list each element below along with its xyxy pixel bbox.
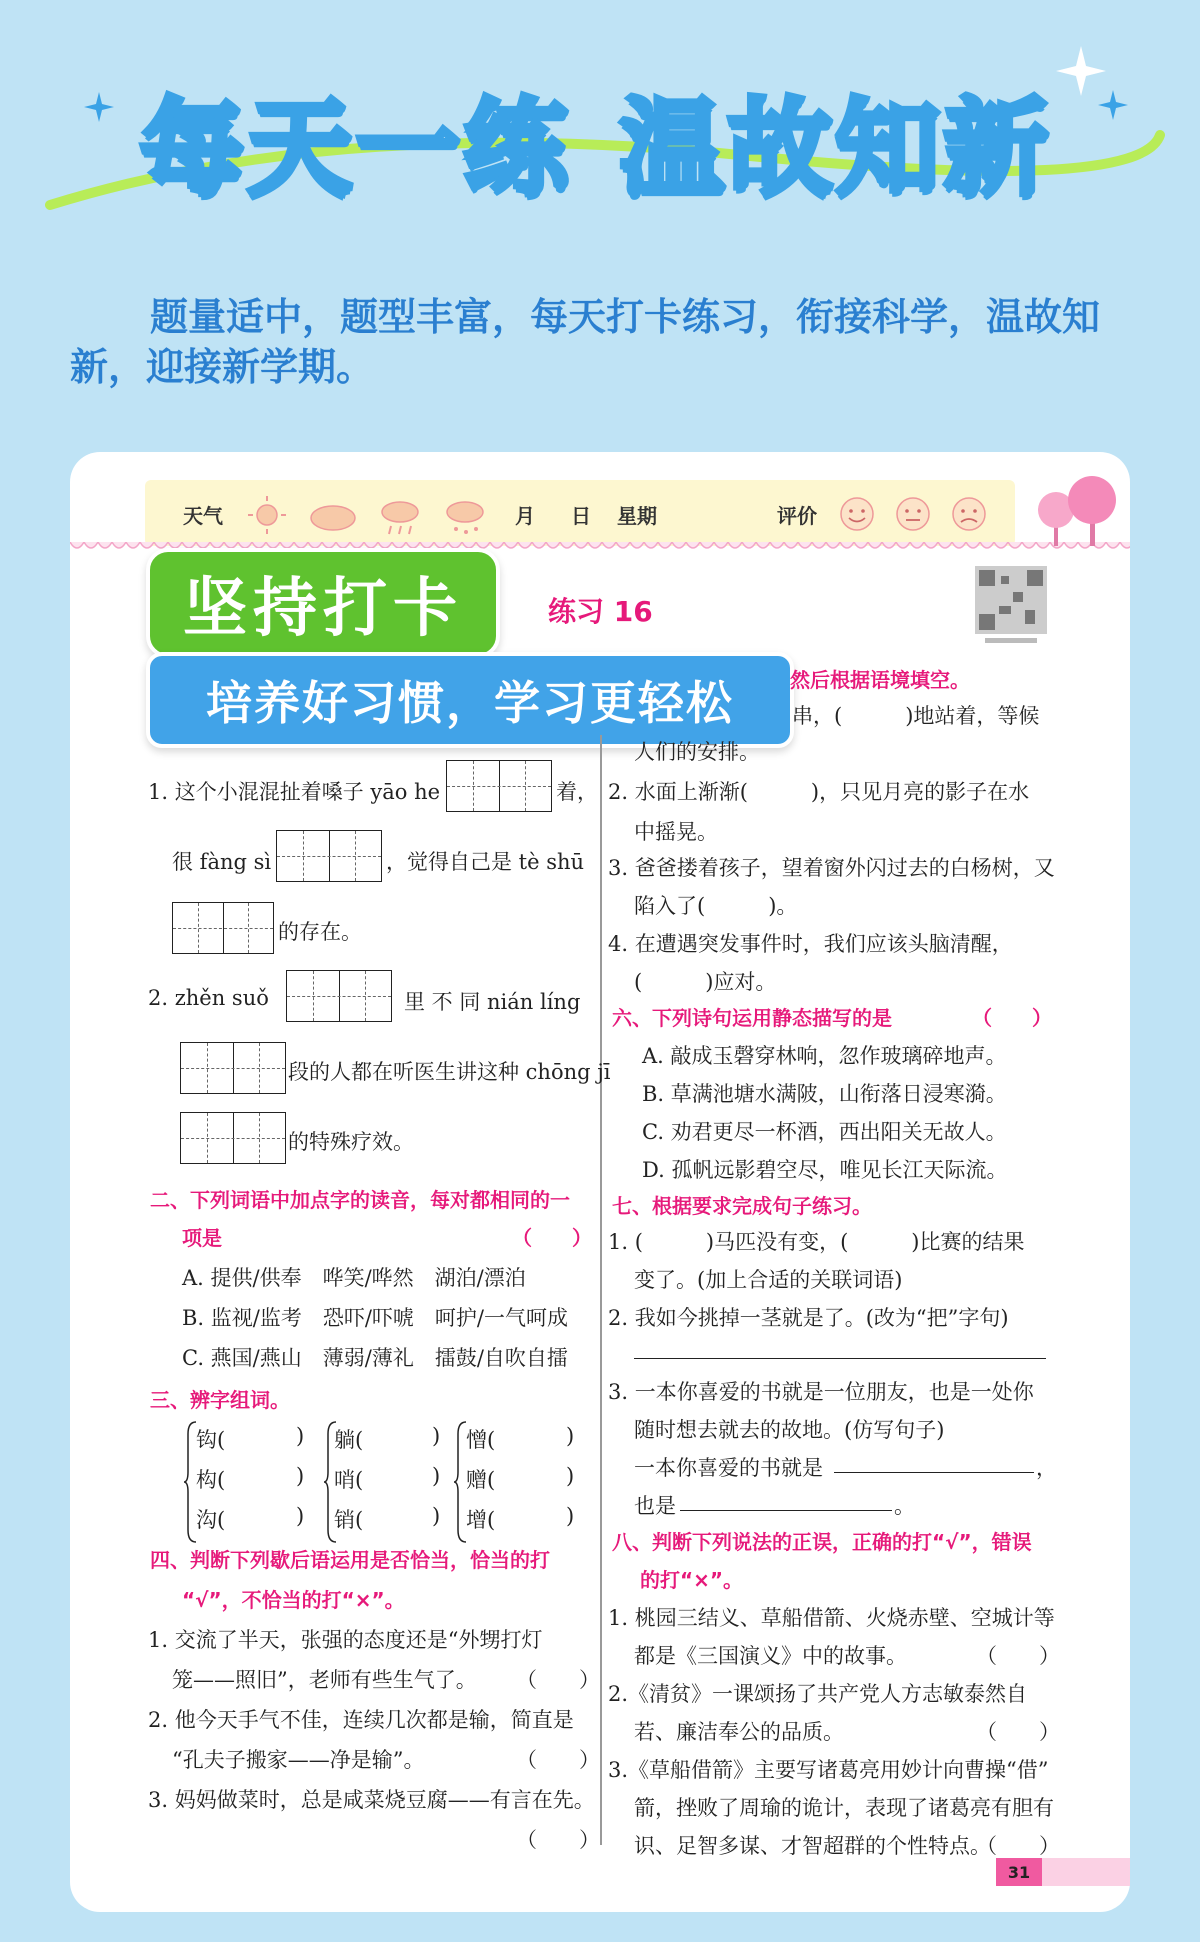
char-item: 赠( xyxy=(466,1468,496,1492)
practice-title: 练习 16 xyxy=(548,595,653,628)
right-q4-line2: ( )应对。 xyxy=(634,970,777,994)
section-8-q3-line3: 识、足智多谋、才智超群的个性特点。 xyxy=(634,1834,991,1858)
comma: ， xyxy=(1036,1456,1057,1480)
char-close: ) xyxy=(296,1424,305,1448)
section-2-answer-paren: （ ） xyxy=(512,1226,592,1250)
column-divider xyxy=(600,735,602,1845)
right-q2-line1: 2. 水面上渐渐( )，只见月亮的影子在水 xyxy=(608,780,1030,804)
rain-icon xyxy=(382,502,418,534)
rating-faces xyxy=(837,494,1007,534)
qr-code-icon xyxy=(975,566,1047,648)
char-item: 哨( xyxy=(334,1468,364,1492)
char-item: 构( xyxy=(196,1468,226,1492)
section-4-heading: 四、判断下列歇后语运用是否恰当，恰当的打 xyxy=(150,1548,550,1572)
page-headline xyxy=(140,87,1053,209)
section-7-q1-line1: 1. ( )马匹没有变，( )比赛的结果 xyxy=(608,1230,1025,1254)
left-q2-line2-suffix: 段的人都在听医生讲这种 chōng jī xyxy=(288,1060,611,1084)
answer-paren[interactable]: （ ） xyxy=(516,1748,600,1772)
headline-part2: 温故知新 xyxy=(620,87,1053,209)
day-label: 日 xyxy=(571,504,591,528)
snow-icon xyxy=(447,502,483,534)
section-4-heading-line2: “√”，不恰当的打“×”。 xyxy=(182,1588,405,1612)
tree-icon xyxy=(1032,472,1122,552)
sparkle-icon xyxy=(84,92,114,122)
section-4-q1: 1. 交流了半天，张强的态度还是“外甥打灯 xyxy=(148,1628,543,1652)
char-item: 憎( xyxy=(466,1428,496,1452)
pinyin-writing-box[interactable] xyxy=(286,970,392,1022)
cloud-icon xyxy=(311,506,355,530)
answer-paren[interactable]: （ ） xyxy=(976,1834,1060,1858)
section-2-option-a: A. 提供/供奉 哗笑/哗然 湖泊/漂泊 xyxy=(182,1266,526,1290)
char-item: 沟( xyxy=(196,1508,226,1532)
section-6-option-a: A. 敲成玉磬穿林响，忽作玻璃碎地声。 xyxy=(642,1044,1007,1068)
section-8-q3-line2: 箭，挫败了周瑜的诡计，表现了诸葛亮有胆有 xyxy=(634,1796,1054,1820)
sun-icon xyxy=(248,496,286,534)
section-7-q3-line4: 也是 xyxy=(634,1494,676,1518)
sad-face-icon xyxy=(953,498,985,530)
section-2-option-b: B. 监视/监考 恐吓/吓唬 呵护/一气呵成 xyxy=(182,1306,569,1330)
section-7-q1-line2: 变了。(加上合适的关联词语) xyxy=(634,1268,903,1292)
section-8-q2-line2: 若、廉洁奉公的品质。 xyxy=(634,1720,844,1744)
right-q3-line1: 3. 爸爸搂着孩子，望着窗外闪过去的白杨树，又 xyxy=(608,856,1055,880)
pinyin-writing-box[interactable] xyxy=(172,902,274,954)
left-q2-line3-suffix: 的特殊疗效。 xyxy=(288,1130,414,1154)
happy-face-icon xyxy=(841,498,873,530)
left-q1-line2-prefix: 很 fàng sì xyxy=(172,850,272,874)
sparkle-icon xyxy=(1098,90,1128,120)
sparkle-icon xyxy=(1056,46,1106,96)
left-q2-mid: 里 不 同 nián líng xyxy=(404,990,581,1014)
char-item: 销( xyxy=(334,1508,364,1532)
section-7-q3-line2: 随时想去就去的故地。(仿写句子) xyxy=(634,1418,945,1442)
char-close: ) xyxy=(566,1424,575,1448)
section-2-heading-line2: 项是 xyxy=(182,1226,222,1250)
answer-line[interactable] xyxy=(634,1358,1046,1359)
left-q2-prefix: 2. zhěn suǒ xyxy=(148,986,269,1010)
answer-paren[interactable]: （ ） xyxy=(516,1668,600,1692)
char-close: ) xyxy=(296,1464,305,1488)
section-4-q3: 3. 妈妈做菜时，总是咸菜烧豆腐——有言在先。 xyxy=(148,1788,595,1812)
char-item: 增( xyxy=(466,1508,496,1532)
section-7-q3-line1: 3. 一本你喜爱的书就是一位朋友，也是一处你 xyxy=(608,1380,1034,1404)
right-q1-line1: 串，( )地站着，等候 xyxy=(792,704,1040,728)
weather-icons xyxy=(245,492,545,538)
section-8-q1: 1. 桃园三结义、草船借箭、火烧赤壁、空城计等 xyxy=(608,1606,1055,1630)
section-3-heading: 三、辨字组词。 xyxy=(150,1388,290,1412)
answer-line[interactable] xyxy=(680,1510,892,1511)
char-close: ) xyxy=(432,1504,441,1528)
period: 。 xyxy=(894,1494,915,1518)
headline-part1: 每天一练 xyxy=(140,87,573,209)
header-band xyxy=(145,480,1015,546)
page-number: 31 xyxy=(996,1858,1042,1886)
section-5-heading-tail: 然后根据语境填空。 xyxy=(790,668,970,692)
checkin-badge: 坚持打卡 xyxy=(146,548,500,658)
section-7-q2: 2. 我如今挑掉一茎就是了。(改为“把”字句) xyxy=(608,1306,1009,1330)
char-close: ) xyxy=(296,1504,305,1528)
right-q1-line2: 人们的安排。 xyxy=(634,740,760,764)
intro-text: 题量适中，题型丰富，每天打卡练习，衔接科学，温故知新，迎接新学期。 xyxy=(70,295,1101,389)
answer-paren[interactable]: （ ） xyxy=(516,1828,600,1852)
char-close: ) xyxy=(566,1464,575,1488)
neutral-face-icon xyxy=(897,498,929,530)
left-q1-suffix: 着， xyxy=(556,780,598,804)
left-q1-line3-suffix: 的存在。 xyxy=(278,920,362,944)
section-7-q3-line3: 一本你喜爱的书就是 xyxy=(634,1456,823,1480)
left-q1-line2-suffix: ，觉得自己是 tè shū xyxy=(386,850,585,874)
left-q1-prefix: 1. 这个小混混扯着嗓子 yāo he xyxy=(148,780,441,804)
pinyin-writing-box[interactable] xyxy=(180,1112,286,1164)
answer-line[interactable] xyxy=(834,1472,1034,1473)
section-4-q2: 2. 他今天手气不佳，连续几次都是输，简直是 xyxy=(148,1708,574,1732)
section-8-heading: 八、判断下列说法的正误，正确的打“√”，错误 xyxy=(612,1530,1032,1554)
section-6-option-d: D. 孤帆远影碧空尽，唯见长江天际流。 xyxy=(642,1158,1008,1182)
habit-badge: 培养好习惯，学习更轻松 xyxy=(146,652,794,748)
section-8-heading-line2: 的打“×”。 xyxy=(640,1568,744,1592)
right-q4-line1: 4. 在遭遇突发事件时，我们应该头脑清醒， xyxy=(608,932,1013,956)
rating-label: 评价 xyxy=(777,504,817,528)
section-6-option-c: C. 劝君更尽一杯酒，西出阳关无故人。 xyxy=(642,1120,1007,1144)
section-4-q1-line2: 笼——照旧”，老师有些生气了。 xyxy=(172,1668,477,1692)
char-item: 躺( xyxy=(334,1428,364,1452)
section-6-heading: 六、下列诗句运用静态描写的是 xyxy=(612,1006,892,1030)
char-close: ) xyxy=(432,1464,441,1488)
char-close: ) xyxy=(566,1504,575,1528)
pinyin-writing-box[interactable] xyxy=(180,1042,286,1094)
char-item: 钩( xyxy=(196,1428,226,1452)
answer-paren[interactable]: （ ） xyxy=(976,1644,1060,1668)
section-2-heading: 二、下列词语中加点字的读音，每对都相同的一 xyxy=(150,1188,570,1212)
answer-paren[interactable]: （ ） xyxy=(976,1720,1060,1744)
weekday-label: 星期 xyxy=(617,504,657,528)
weather-label: 天气 xyxy=(183,504,223,528)
section-2-option-c: C. 燕国/燕山 薄弱/薄礼 擂鼓/自吹自擂 xyxy=(182,1346,568,1370)
month-label: 月 xyxy=(515,504,535,528)
section-4-q2-line2: “孔夫子搬家——净是输”。 xyxy=(172,1748,425,1772)
section-8-q3: 3.《草船借箭》主要写诸葛亮用妙计向曹操“借” xyxy=(608,1758,1049,1782)
char-close: ) xyxy=(432,1424,441,1448)
section-6-option-b: B. 草满池塘水满陂，山衔落日浸寒漪。 xyxy=(642,1082,1007,1106)
page-number-strip xyxy=(1042,1858,1130,1886)
section-8-q2: 2.《清贫》一课颂扬了共产党人方志敏泰然自 xyxy=(608,1682,1028,1706)
right-q3-line2: 陷入了( )。 xyxy=(634,894,798,918)
section-6-answer-paren: （ ） xyxy=(972,1006,1052,1030)
pinyin-writing-box[interactable] xyxy=(446,760,552,812)
section-7-heading: 七、根据要求完成句子练习。 xyxy=(612,1194,872,1218)
right-q2-line2: 中摇晃。 xyxy=(634,820,718,844)
section-8-q1-line2: 都是《三国演义》中的故事。 xyxy=(634,1644,907,1668)
pinyin-writing-box[interactable] xyxy=(276,830,382,882)
